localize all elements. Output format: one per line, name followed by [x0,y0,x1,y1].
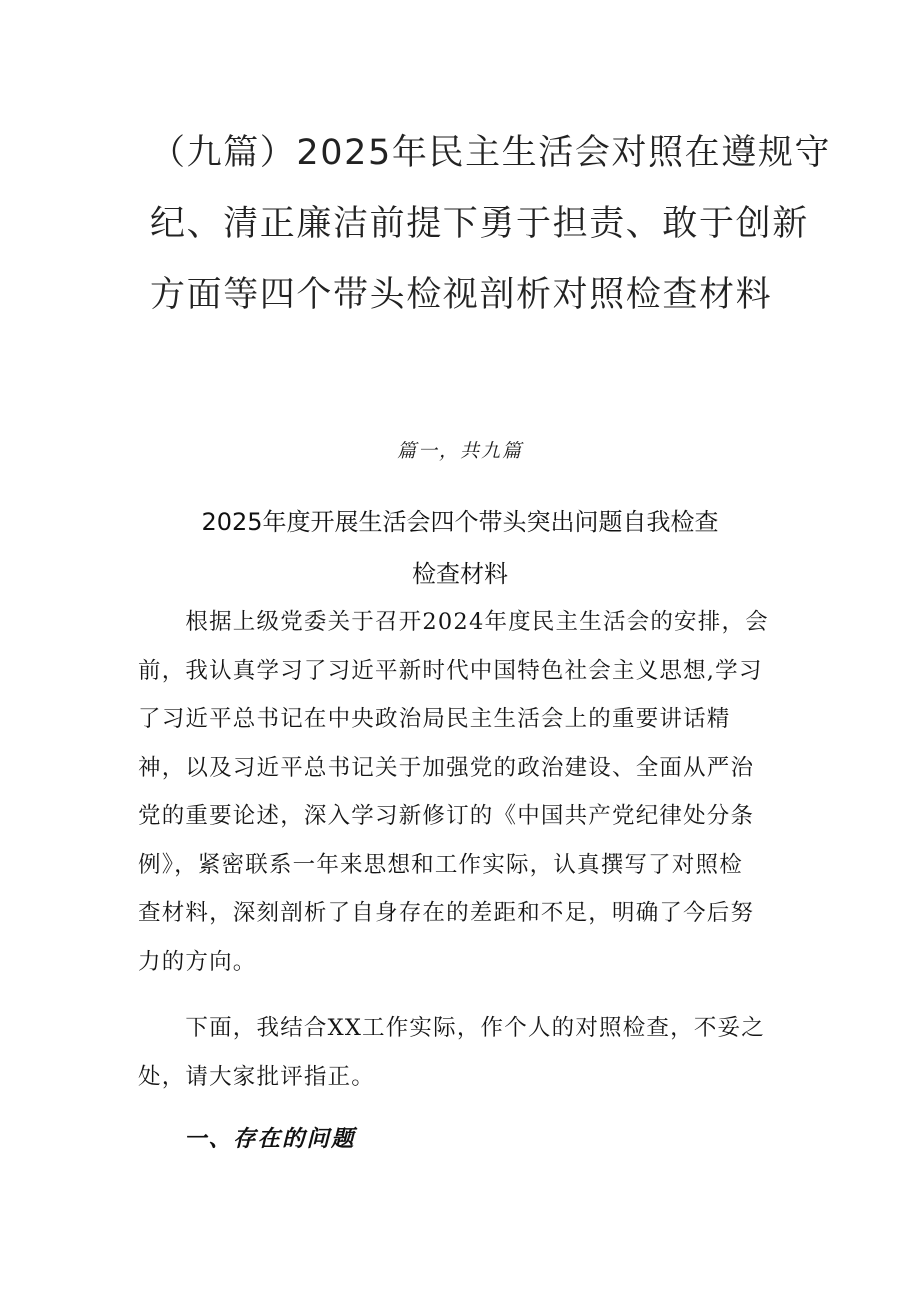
sub-title-line: 检查材料 [412,560,508,588]
paragraph-line: 神，以及习近平总书记关于加强党的政治建设、全面从严治 [138,754,755,781]
paragraph-line: 查材料，深刻剖析了自身存在的差距和不足，明确了今后努 [138,900,755,926]
paragraph-line: 下面，我结合XX工作实际，作个人的对照检查，不妥之 [138,1015,765,1041]
intro-paragraph [138,598,790,986]
paragraph-line: 根据上级党委关于召开2024年度民主生活会的安排，会 [138,609,769,635]
paragraph-line: 例》，紧密联系一年来思想和工作实际，认真撰写了对照检 [138,851,743,878]
paragraph-line: 处，请大家批评指正。 [138,1063,376,1090]
paragraph-line: 力的方向。 [138,948,257,975]
main-title-line: 方面等四个带头检视剖析对照检查材料 [150,275,773,315]
paragraph-line: 党的重要论述，深入学习新修订的《中国共产党纪律处分条 [138,803,755,829]
second-paragraph [138,1004,790,1101]
sub-title [0,496,920,600]
sub-title-line: 2025年度开展生活会四个带头突出问题自我检查 [201,508,719,536]
paragraph-line: 了习近平总书记在中央政治局民主生活会上的重要讲话精 [138,706,731,732]
section-label: 篇一，共九篇 [396,440,523,462]
paragraph-line: 前，我认真学习了习近平新时代中国特色社会主义思想,学习 [138,657,763,684]
main-title-line: 纪、清正廉洁前提下勇于担责、敢于创新 [150,204,809,244]
main-title [150,118,832,331]
main-title-line: （九篇）2025年民主生活会对照在遵规守 [150,133,832,173]
section-heading: 一、存在的问题 [184,1126,356,1152]
